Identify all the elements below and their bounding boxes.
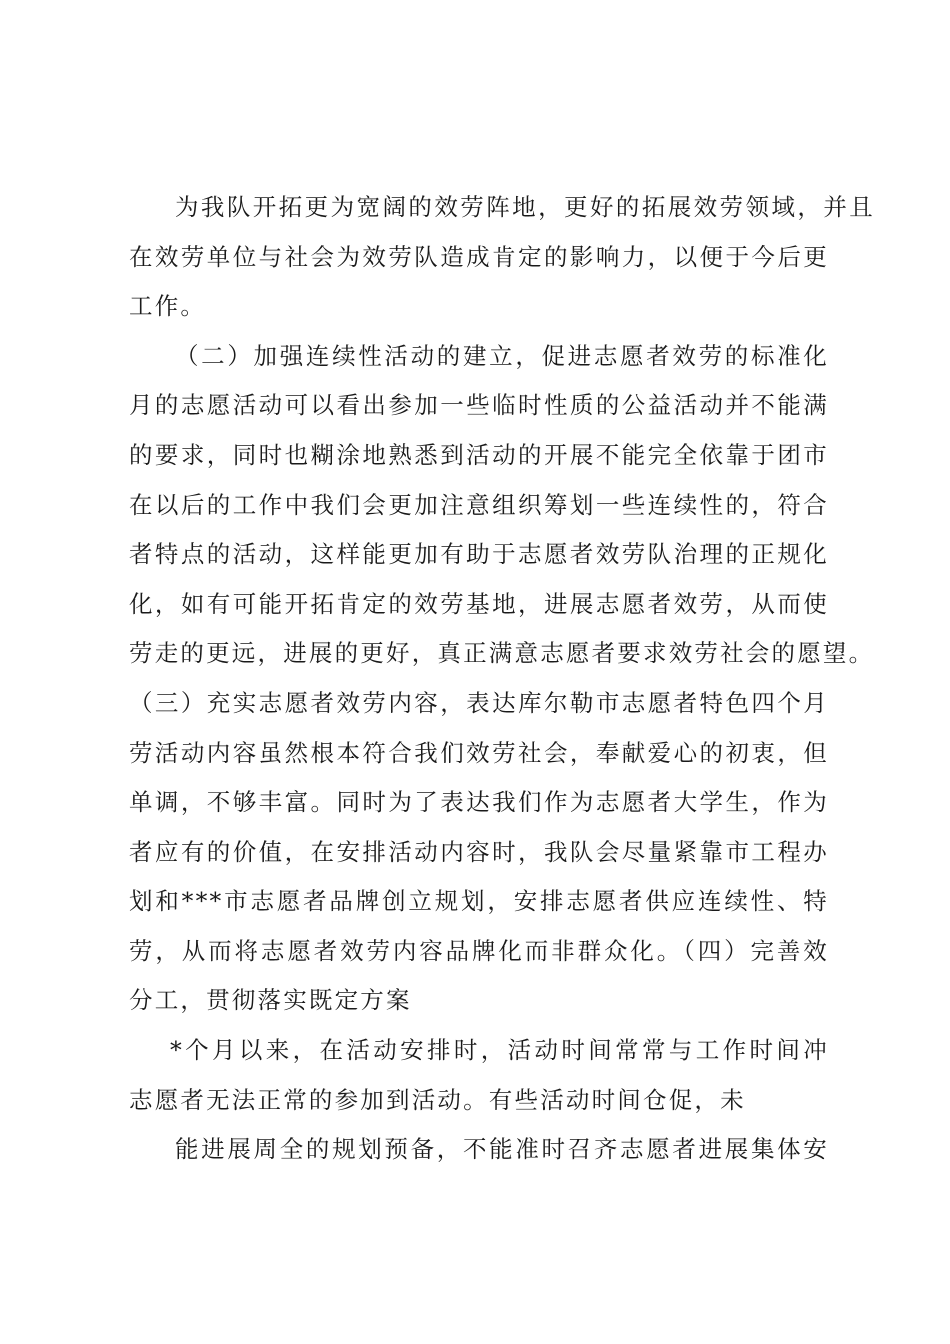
paragraph-line: 划和***市志愿者品牌创立规划，安排志愿者供应连续性、特 <box>129 887 829 915</box>
paragraph-line: 劳活动内容虽然根本符合我们效劳社会，奉献爱心的初衷，但 <box>129 739 829 767</box>
paragraph-line: 工作。 <box>129 292 207 320</box>
paragraph-line: 者特点的活动，这样能更加有助于志愿者效劳队治理的正规化 <box>129 540 829 568</box>
paragraph-line: 为我队开拓更为宽阔的效劳阵地，更好的拓展效劳领域，并且 <box>175 193 875 221</box>
paragraph-line: （三）充实志愿者效劳内容，表达库尔勒市志愿者特色四个月 <box>129 689 829 717</box>
paragraph-line: 在以后的工作中我们会更加注意组织筹划一些连续性的，符合 <box>129 491 829 519</box>
paragraph-line: 分工，贯彻落实既定方案 <box>129 986 412 1014</box>
paragraph-line: 月的志愿活动可以看出参加一些临时性质的公益活动并不能满 <box>129 391 829 419</box>
paragraph-line: 在效劳单位与社会为效劳队造成肯定的影响力，以便于今后更 <box>129 243 829 271</box>
paragraph-line: 的要求，同时也糊涂地熟悉到活动的开展不能完全依靠于团市 <box>129 441 829 469</box>
paragraph-line: 能进展周全的规划预备，不能准时召齐志愿者进展集体安 <box>175 1135 829 1163</box>
paragraph-line: 志愿者无法正常的参加到活动。有些活动时间仓促，未 <box>129 1086 746 1114</box>
paragraph-line: （二）加强连续性活动的建立，促进志愿者效劳的标准化 <box>175 342 829 370</box>
paragraph-line: 化，如有可能开拓肯定的效劳基地，进展志愿者效劳，从而使 <box>129 590 829 618</box>
paragraph-line: 劳，从而将志愿者效劳内容品牌化而非群众化。（四）完善效 <box>129 937 829 965</box>
paragraph-line: *个月以来，在活动安排时，活动时间常常与工作时间冲 <box>170 1036 829 1064</box>
paragraph-line: 单调，不够丰富。同时为了表达我们作为志愿者大学生，作为 <box>129 788 829 816</box>
paragraph-line: 劳走的更远，进展的更好，真正满意志愿者要求效劳社会的愿望。 <box>129 639 875 667</box>
paragraph-line: 者应有的价值，在安排活动内容时，我队会尽量紧靠市工程办 <box>129 838 829 866</box>
